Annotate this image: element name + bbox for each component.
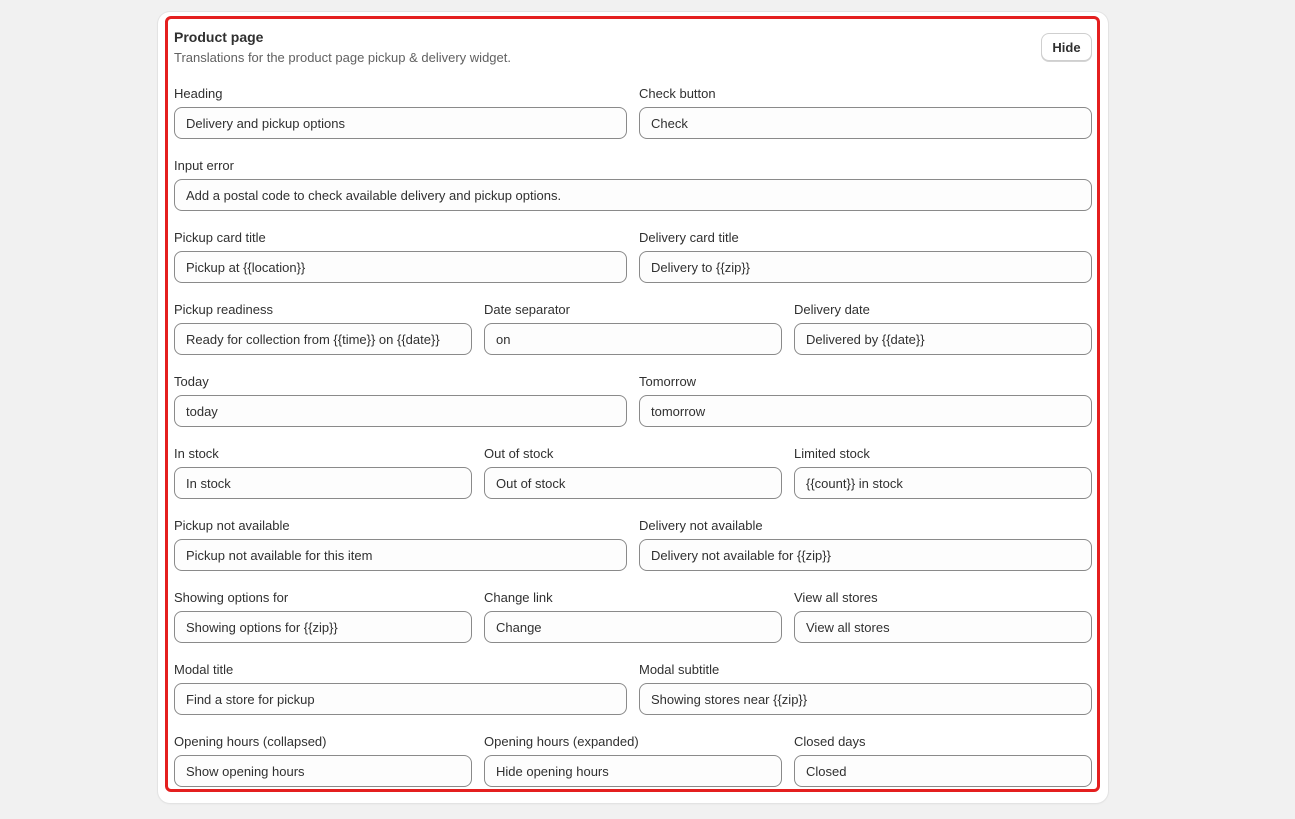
form-row — [174, 230, 1092, 302]
pickup-readiness-input[interactable] — [174, 323, 472, 355]
limited-stock-input[interactable] — [794, 467, 1092, 499]
field-label: Change link — [484, 590, 553, 605]
field-label: Date separator — [484, 302, 570, 317]
opening-hours-collapsed-input[interactable] — [174, 755, 472, 787]
section-title: Product page — [174, 29, 264, 45]
form-row — [174, 590, 1092, 662]
field-change-link — [484, 590, 782, 662]
field-label: Delivery date — [794, 302, 870, 317]
form-row — [174, 302, 1092, 374]
field-modal-subtitle — [639, 662, 1092, 734]
form-row — [174, 446, 1092, 518]
in-stock-input[interactable] — [174, 467, 472, 499]
opening-hours-expanded-input[interactable] — [484, 755, 782, 787]
field-label: Check button — [639, 86, 716, 101]
field-label: Modal title — [174, 662, 234, 677]
view-all-stores-input[interactable] — [794, 611, 1092, 643]
form-row — [174, 86, 1092, 158]
field-label: Opening hours (collapsed) — [174, 734, 327, 749]
field-check-button — [639, 86, 1092, 158]
field-label: Heading — [174, 86, 223, 101]
field-heading — [174, 86, 627, 158]
field-opening-hours-expanded — [484, 734, 782, 806]
field-label: Pickup not available — [174, 518, 290, 533]
field-out-of-stock — [484, 446, 782, 518]
field-label: Showing options for — [174, 590, 289, 605]
field-label: Today — [174, 374, 209, 389]
showing-options-for-input[interactable] — [174, 611, 472, 643]
field-limited-stock — [794, 446, 1092, 518]
field-delivery-not-available — [639, 518, 1092, 590]
field-in-stock — [174, 446, 472, 518]
form-row — [174, 662, 1092, 734]
input-error-input[interactable] — [174, 179, 1092, 211]
field-pickup-card-title — [174, 230, 627, 302]
field-label: Modal subtitle — [639, 662, 720, 677]
change-link-input[interactable] — [484, 611, 782, 643]
field-label: Delivery not available — [639, 518, 763, 533]
form-row — [174, 734, 1092, 806]
field-label: Input error — [174, 158, 234, 173]
field-label: Limited stock — [794, 446, 870, 461]
field-label: Tomorrow — [639, 374, 697, 389]
hide-button[interactable]: Hide — [1041, 33, 1092, 61]
field-date-separator — [484, 302, 782, 374]
field-delivery-date — [794, 302, 1092, 374]
form-row — [174, 518, 1092, 590]
section-subtitle: Translations for the product page pickup & delivery widget. — [174, 50, 511, 65]
field-label: Out of stock — [484, 446, 554, 461]
delivery-card-title-input[interactable] — [639, 251, 1092, 283]
field-pickup-not-available — [174, 518, 627, 590]
delivery-date-input[interactable] — [794, 323, 1092, 355]
closed-days-input[interactable] — [794, 755, 1092, 787]
date-separator-input[interactable] — [484, 323, 782, 355]
pickup-not-available-input[interactable] — [174, 539, 627, 571]
translation-form — [174, 86, 1092, 806]
field-delivery-card-title — [639, 230, 1092, 302]
tomorrow-input[interactable] — [639, 395, 1092, 427]
form-row — [174, 374, 1092, 446]
field-view-all-stores — [794, 590, 1092, 662]
field-label: Opening hours (expanded) — [484, 734, 639, 749]
field-tomorrow — [639, 374, 1092, 446]
today-input[interactable] — [174, 395, 627, 427]
out-of-stock-input[interactable] — [484, 467, 782, 499]
field-input-error — [174, 158, 1092, 230]
field-today — [174, 374, 627, 446]
field-label: In stock — [174, 446, 219, 461]
section-header — [174, 29, 1092, 69]
heading-input[interactable] — [174, 107, 627, 139]
field-pickup-readiness — [174, 302, 472, 374]
modal-title-input[interactable] — [174, 683, 627, 715]
field-showing-options-for — [174, 590, 472, 662]
field-closed-days — [794, 734, 1092, 806]
field-label: Pickup readiness — [174, 302, 273, 317]
field-modal-title — [174, 662, 627, 734]
modal-subtitle-input[interactable] — [639, 683, 1092, 715]
form-row — [174, 158, 1092, 230]
check-button-input[interactable] — [639, 107, 1092, 139]
field-label: Delivery card title — [639, 230, 739, 245]
field-label: Pickup card title — [174, 230, 266, 245]
field-label: View all stores — [794, 590, 878, 605]
field-opening-hours-collapsed — [174, 734, 472, 806]
pickup-card-title-input[interactable] — [174, 251, 627, 283]
field-label: Closed days — [794, 734, 866, 749]
delivery-not-available-input[interactable] — [639, 539, 1092, 571]
